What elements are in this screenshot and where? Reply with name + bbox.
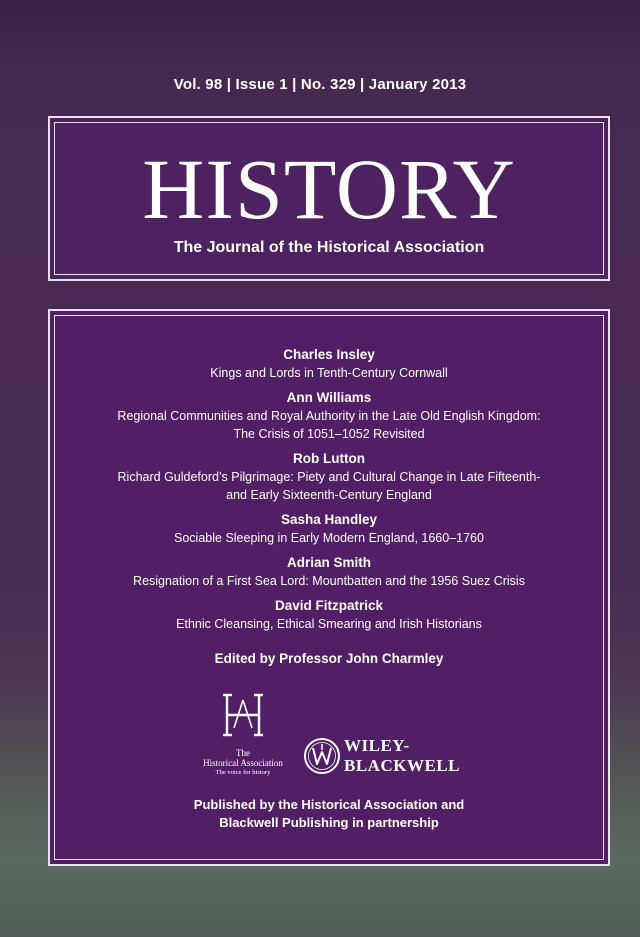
- article-list: [50, 346, 608, 640]
- publisher-line: Blackwell Publishing in partnership: [219, 815, 439, 830]
- article-title: Kings and Lords in Tenth-Century Cornwall: [210, 366, 448, 380]
- historical-association-mark-icon: [221, 691, 265, 739]
- article-title: Regional Communities and Royal Authority in the Late Old English Kingdom:: [117, 409, 541, 423]
- article-item: [50, 511, 608, 547]
- ha-logo-tagline: The voice for history: [215, 769, 271, 776]
- masthead-panel: [48, 116, 610, 281]
- article-title: Resignation of a First Sea Lord: Mountbatten and the 1956 Suez Crisis: [133, 574, 525, 588]
- article-title: Ethnic Cleansing, Ethical Smearing and Irish Historians: [176, 617, 482, 631]
- article-author: David Fitzpatrick: [274, 598, 384, 613]
- publisher-line: Published by the Historical Association and: [193, 797, 465, 812]
- publisher-statement: [50, 796, 608, 832]
- wiley-blackwell-logo: [303, 735, 463, 779]
- article-title-continued: and Early Sixteenth-Century England: [226, 488, 432, 502]
- article-author: Sasha Handley: [280, 512, 378, 527]
- historical-association-logo: [198, 691, 288, 778]
- article-author: Ann Williams: [286, 390, 372, 405]
- journal-title: HISTORY: [142, 141, 516, 237]
- article-item: [50, 554, 608, 590]
- article-author: Adrian Smith: [286, 555, 371, 570]
- journal-subtitle: The Journal of the Historical Association: [173, 239, 485, 256]
- article-author: Rob Lutton: [293, 451, 365, 466]
- article-title-continued: The Crisis of 1051–1052 Revisited: [233, 427, 425, 441]
- contents-panel: [48, 309, 610, 866]
- article-item: [50, 597, 608, 633]
- article-item: [50, 389, 608, 443]
- article-title: Richard Guldeford’s Pilgrimage: Piety and Cultural Change in Late Fifteenth-: [117, 470, 541, 484]
- wiley-emblem-icon: [303, 737, 341, 775]
- wiley-logo-line-1: WILEY-: [344, 736, 410, 755]
- editor-credit: Edited by Professor John Charmley: [214, 651, 444, 666]
- ha-logo-line-1: The: [236, 748, 250, 758]
- article-item: [50, 450, 608, 504]
- issue-line: Vol. 98 | Issue 1 | No. 329 | January 2013: [173, 76, 467, 93]
- ha-logo-line-2: Historical Association: [203, 758, 283, 768]
- article-author: Charles Insley: [283, 347, 375, 362]
- article-title: Sociable Sleeping in Early Modern England, 1660–1760: [174, 531, 484, 545]
- article-item: [50, 346, 608, 382]
- wiley-logo-line-2: BLACKWELL: [344, 756, 460, 775]
